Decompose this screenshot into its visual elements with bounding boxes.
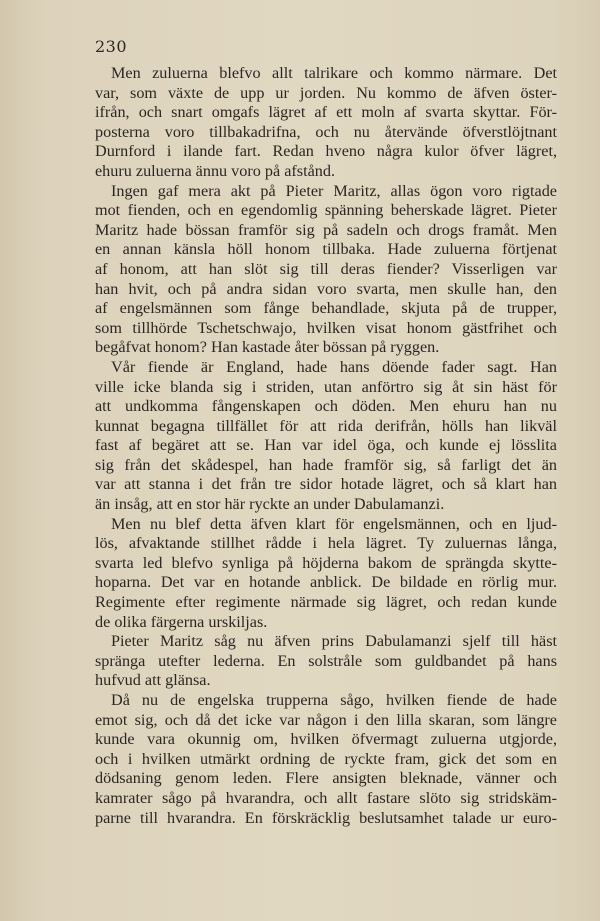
text-line: att undkomma fångenskapen och döden. Men ehuru han nu — [95, 397, 557, 416]
text-line: och i hvilken utmärkt ordning de ryckte fram, gick det som en — [95, 749, 557, 768]
text-line: som tillhörde Tschetschwajo, hvilken visat honom gästfrihet och — [95, 318, 557, 337]
text-line: lös, afvaktande stillhet rådde i hela lägret. Ty zuluernas långa, — [95, 534, 557, 553]
text-line: parne till hvarandra. En förskräcklig beslutsamhet talade ur euro- — [95, 808, 557, 827]
text-line: Vår fiende är England, hade hans döende fader sagt. Han — [111, 357, 557, 376]
text-line: än insåg, att en stor här ryckte an under Dabulamanzi. — [95, 495, 445, 514]
text-line: emot sig, och då det icke var någon i den lilla skaran, som längre — [95, 710, 557, 729]
text-line: kunde vara okunnig om, hvilken öfvermagt zuluerna utgjorde, — [95, 730, 557, 749]
text-line: Ingen gaf mera akt på Pieter Maritz, allas ögon voro rigtade — [111, 181, 557, 200]
text-line: kamrater sågo på hvarandra, och allt fastare slöto sig stridskäm- — [95, 788, 557, 807]
text-line: hufvud att glänsa. — [95, 671, 211, 690]
text-line: svarta led blefvo synliga på höjderna bakom de sprängda skytte- — [95, 553, 557, 572]
text-line: posterna voro tillbakadrifna, och nu återvände öfverstlöjtnant — [95, 122, 557, 141]
page-number: 230 — [95, 37, 128, 56]
text-line: Maritz hade bössan framför sig på sadeln och drogs framåt. Men — [95, 220, 557, 239]
text-line: af honom, att han slöt sig till deras fiender? Visserligen var — [95, 259, 557, 278]
text-line: Men nu blef detta äfven klart för engelsmännen, och en ljud- — [111, 514, 557, 533]
text-line: Men zuluerna blefvo allt talrikare och kommo närmare. Det — [111, 64, 557, 82]
text-line: Durnford i ilande fart. Redan hveno några kulor öfver lägret, — [95, 142, 557, 161]
text-line: kunnat begagna tillfället för att rida derifrån, hölls han likväl — [95, 416, 557, 435]
text-line: dödsaning genom leden. Flere ansigten bleknade, vänner och — [95, 769, 557, 788]
text-line: var att stanna i det från tre sidor hotade lägret, och så klart han — [95, 475, 557, 494]
body-text — [95, 64, 557, 828]
text-line: Pieter Maritz såg nu äfven prins Dabulamanzi sjelf till häst — [111, 632, 557, 651]
text-line: Då nu de engelska trupperna sågo, hvilken fiende de hade — [111, 691, 557, 709]
text-line: en annan känsla höll honom tillbaka. Hade zuluerna förtjenat — [95, 240, 557, 259]
text-line: hoparna. Det var en hotande anblick. De bildade en rörlig mur. — [95, 573, 557, 592]
text-line: ehuru zuluerna ännu voro på afstånd. — [95, 161, 336, 180]
text-line: sig från det skådespel, han hade framför sig, så farligt det än — [95, 455, 557, 474]
text-line: var, som växte de upp ur jorden. Nu kommo de äfven öster- — [95, 83, 557, 102]
text-line: spränga utefter lederna. En solstråle som guldbandet på hans — [95, 651, 557, 670]
text-line: ifrån, och snart omgafs lägret af ett moln af svarta skyttar. För- — [95, 103, 557, 122]
text-line: han hvit, och på andra sidan voro svarta, men skulle han, den — [95, 279, 557, 298]
text-line: begåfvat honom? Han kastade åter bössan på ryggen. — [95, 338, 440, 357]
text-line: ville icke blanda sig i striden, utan anförtro sig åt sin häst för — [95, 377, 557, 396]
text-line: mot fienden, och en egendomlig spänning beherskade lägret. Pieter — [95, 201, 557, 220]
text-line: Regimente efter regimente närmade sig lägret, och redan kunde — [95, 593, 557, 612]
text-line: fast af begäret att se. Han var idel öga, och kunde ej lösslita — [95, 436, 557, 455]
text-line: de olika färgerna urskiljas. — [95, 612, 268, 631]
text-line: af engelsmännen som fånge behandlade, skjuta på de trupper, — [95, 299, 557, 318]
